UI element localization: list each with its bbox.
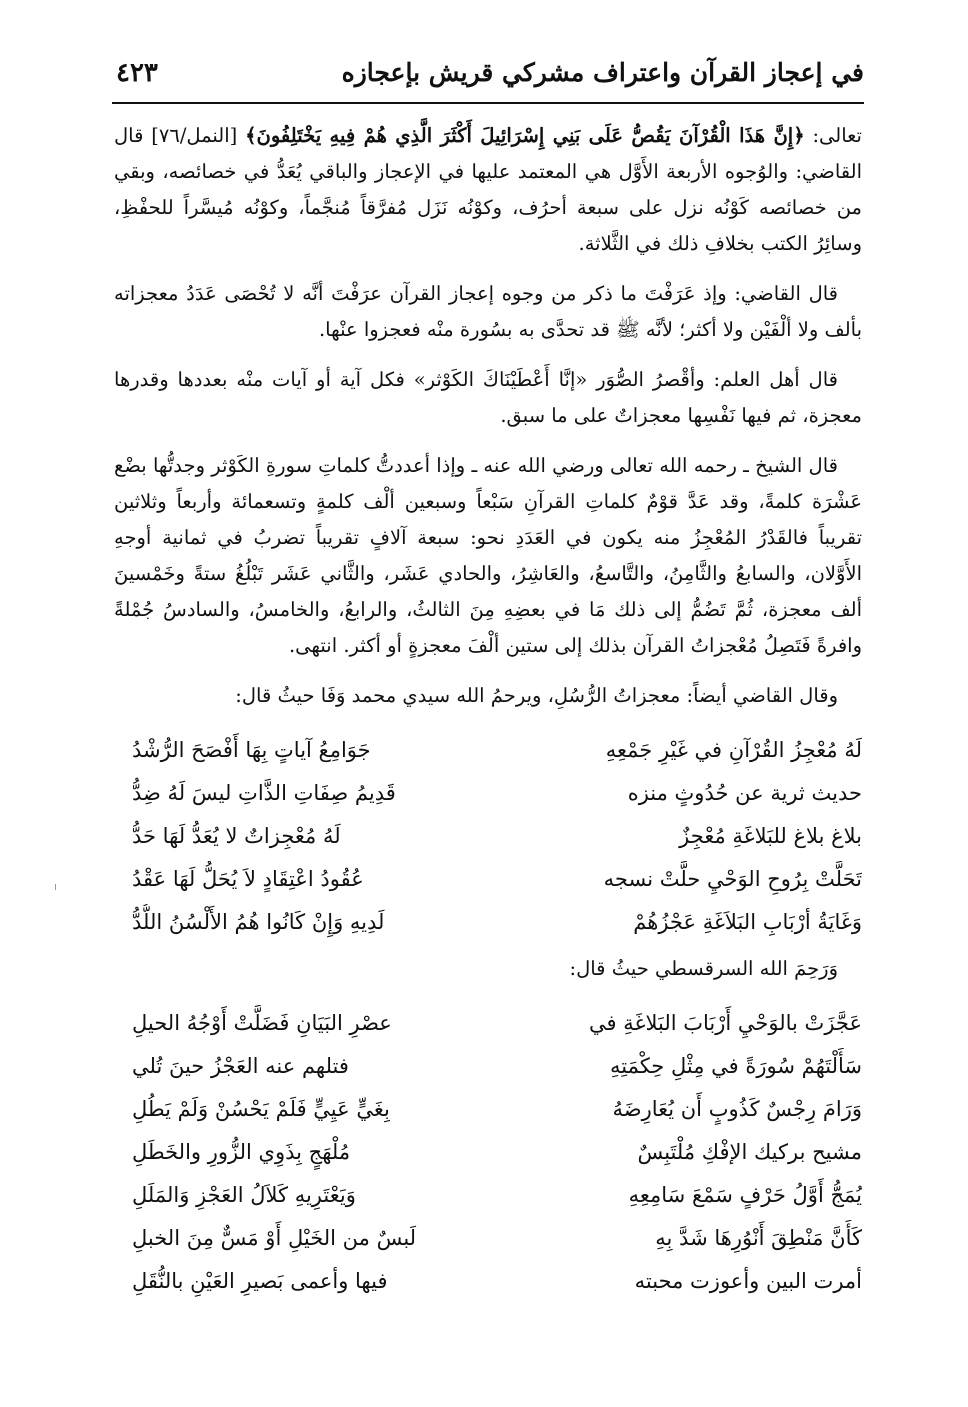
verse	[114, 857, 862, 900]
verse-second-hemistich: مُلْهَجٍ بِذَوِي الزُّورِ والخَطَلِ	[132, 1139, 351, 1164]
verse-first-hemistich: كَأَنَّ مَنْطِقَ أَنْوُرِهَا شَدَّ بِهِ	[655, 1225, 862, 1250]
verse	[114, 1044, 862, 1087]
verse-first-hemistich: وَرَامَ رِجْسٌ كَذُوبٍ أَن يُعَارِضَهُ	[612, 1096, 862, 1121]
paragraph-3: قال أهل العلم: وأقْصرُ الصُّوَر «إنَّا أَعْطَيْنَاكَ الكَوْثر» فكل آية أو آيات منْه بعددها وقدرها معجزة، ثم فيها نَفْسِها معجزاتٌ على ما سبق.	[114, 368, 862, 427]
verse	[114, 771, 862, 814]
verse-second-hemistich: فتلهم عنه العَجْزُ حينَ تُلي	[132, 1053, 349, 1078]
verse	[114, 1216, 862, 1259]
verse	[114, 1130, 862, 1173]
paragraph-1-prefix: تعالى:	[804, 124, 862, 147]
poem-2	[114, 1001, 862, 1302]
poem-2-intro: وَرَحِمَ الله السرقسطي حيثُ قال:	[569, 957, 838, 980]
verse-first-hemistich: مشيح بركيك الإفْكِ مُلْتَبِسٌ	[637, 1139, 862, 1164]
verse-second-hemistich: لَدِيهِ وَإِنْ كَانُوا هُمُ الأَلْسُنُ اللُّدُّ	[132, 909, 385, 934]
verse	[114, 1259, 862, 1302]
margin-tick	[55, 884, 56, 890]
verse	[114, 1001, 862, 1044]
body-text	[114, 118, 862, 1310]
verse-second-hemistich: جَوَامِعُ آياتٍ بِهَا أَفْصَحَ الرُّشْدُ	[132, 737, 371, 762]
verse-first-hemistich: سَأَلْتَهُمْ سُورَةً في مِثْلِ حِكْمَتِهِ	[609, 1053, 862, 1078]
verse-first-hemistich: وَغَايَةُ أرْبَابِ البَلاَغَةِ عَجْزُهُمْ	[633, 909, 862, 934]
verse-first-hemistich: بلاغ بلاغ للبَلاغَةِ مُعْجِزٌ	[679, 823, 862, 848]
verse	[114, 900, 862, 943]
verse-second-hemistich: لَهُ مُعْجِزاتٌ لا يُعَدُّ لَهَا حَدُّ	[132, 823, 341, 848]
verse-first-hemistich: لَهُ مُعْجِزُ القُرْآنِ في غَيْرِ جَمْعِهِ	[605, 737, 862, 762]
verse-first-hemistich: يُمَجُّ أَوَّلُ حَرْفٍ سَمْعَ سَامِعِهِ	[628, 1182, 862, 1207]
verse-second-hemistich: لَبسٌ من الخَيْلِ أَوْ مَسٌّ مِنَ الخبلِ	[132, 1225, 417, 1250]
page-number: ٤٢٣	[116, 58, 158, 88]
verse-second-hemistich: قَدِيمُ صِفَاتِ الذَّاتِ ليسَ لَهُ ضِدُّ	[132, 780, 396, 805]
verse-first-hemistich: عَجَّزَتْ بالوَحْيِ أَرْبَابَ البَلاغَةِ في	[589, 1010, 862, 1035]
paragraph-1-suffix: [النمل/٧٦] قال القاضي: والوُجوه الأربعة الأَوَّل هي المعتمد عليها في الإعجاز والباقي يُعَدُّ في خصائصه، وبقي من خصائصه كَوْنُه نزل على سبعة أحرُف، وكوْنُه نَزَل مُفرَّقاً مُنجَّماً، وكوْنُه مُيسَّراً للحفْظِ، وسائِرُ الكتب بخلافِ ذلك في الثَّلاثة.	[114, 124, 862, 255]
running-title: في إعجاز القرآن واعتراف مشركي قريش بإعجازه	[341, 58, 864, 87]
verse-second-hemistich: بِغَيٍّ عَيِيٍّ فَلَمْ يَحْسُنْ وَلَمْ يَطُلِ	[132, 1096, 390, 1121]
page-header	[112, 50, 864, 104]
verse-second-hemistich: عُقُودُ اعْتِقَادٍ لاَ يُحَلُّ لَهَا عَقْدُ	[132, 866, 364, 891]
verse	[114, 1173, 862, 1216]
verse-second-hemistich: وَيَعْتَرِيهِ كَلاَلُ العَجْزِ وَالمَلَلِ	[132, 1182, 356, 1207]
verse-first-hemistich: أمرت البين وأعوزت محبته	[634, 1268, 862, 1293]
paragraph-4: قال الشيخ ـ رحمه الله تعالى ورضي الله عنه ـ وإذا أعددتُّ كلماتِ سورةِ الكَوْثر وجدتُّها بضْع عَشْرَة كلمةً، وقد عَدَّ قوْمٌ كلماتِ القرآنِ سَبْعاً وسبعين ألْف كلمةٍ وتسعمائة وأربعاً وثلاثين تقريباً فالقَدْرُ المُعْجِزُ منه يكون في العَدَدِ نحو: سبعة آلافٍ تقريباً تضربُ في ثمانية أوجهِ الأَوَّلان، والسابعُ والثَّامِنُ، والتَّاسعُ، والعَاشِرُ، والحادي عَشَر، والثَّاني عَشَر تَبْلُغُ ستةً وخَمْسينَ ألف معجزة، ثُمَّ تَضُمُّ إلى ذلك مَا في بعضِهِ مِنَ الثالثُ، والرابعُ، والخامسُ، والسادسُ جُمْلةً وافرةً فَتَصِلُ مُعْجزاتُ القرآن بذلك إلى ستين ألْفَ معجزةٍ أو أكثر. انتهى.	[114, 454, 862, 657]
paragraph-1	[114, 118, 862, 262]
quran-verse: ﴿إِنَّ هَذَا الْقُرْآنَ يَقُصُّ عَلَى بَنِي إِسْرَائِيلَ أَكْثَرَ الَّذِي هُمْ فِيهِ يَخْتَلِفُونَ﴾	[245, 124, 805, 147]
verse-second-hemistich: عصْرِ البَيَانِ فَضَلَّتْ أَوْجُهُ الحيلِ	[132, 1010, 392, 1035]
poem-1-intro: وقال القاضي أيضاً: معجزاتُ الرُّسُلِ، ويرحمُ الله سيدي محمد وَفَا حيثُ قال:	[235, 684, 838, 707]
poem-1	[114, 728, 862, 943]
paragraph-2: قال القاضي: وإذ عَرَفْتَ ما ذكر من وجوه إعجاز القرآن عرَفْتَ أنَّه لا تُحْصَى عَدَدُ معجزاته بألف ولا ألْفَيْن ولا أكثر؛ لأنَّه ﷺ قد تحدَّى به بسُورة منْه فعجزوا عنْها.	[114, 282, 862, 341]
verse-first-hemistich: حديث ثرية عن حُدُوثٍ منزه	[627, 780, 862, 805]
verse	[114, 814, 862, 857]
verse-second-hemistich: فيها وأعمى بَصيرِ العَيْنِ بالنُّقَلِ	[132, 1268, 388, 1293]
verse	[114, 728, 862, 771]
verse-first-hemistich: تَحَلَّتْ بِرُوحِ الوَحْيِ حلَّتْ نسجه	[603, 866, 862, 891]
verse	[114, 1087, 862, 1130]
